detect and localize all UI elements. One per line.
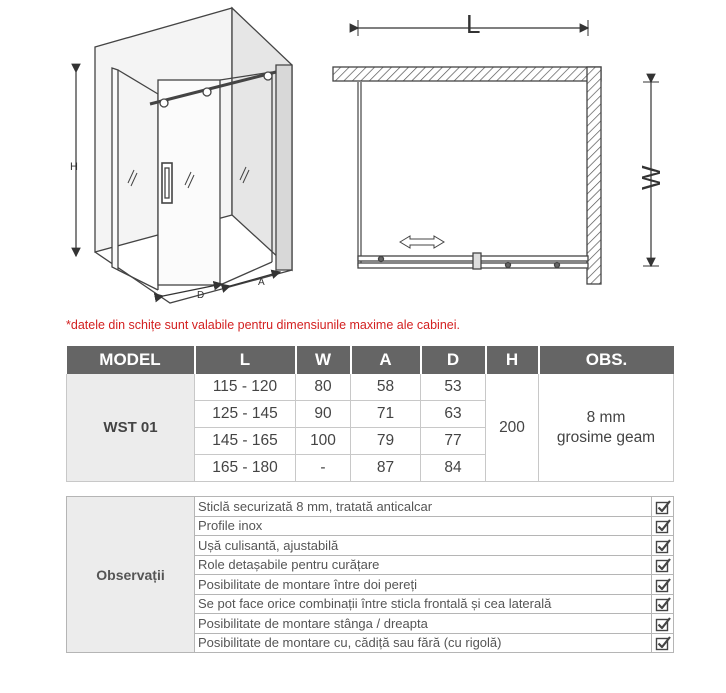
cell-l: 125 - 145: [195, 401, 296, 428]
check-mark-icon: [655, 518, 671, 534]
header-w: W: [296, 346, 351, 374]
cell-d: 77: [421, 428, 486, 455]
cell-d: 63: [421, 401, 486, 428]
observation-text: Se pot face orice combinații între sticla frontală și cea laterală: [195, 594, 652, 614]
checkbox-checked-icon: [652, 575, 674, 595]
obs-line-1: 8 mm: [586, 408, 626, 426]
checkbox-checked-icon: [652, 497, 674, 517]
observation-text: Posibilitate de montare între doi pereți: [195, 575, 652, 595]
observation-text: Profile inox: [195, 516, 652, 536]
checkbox-checked-icon: [652, 555, 674, 575]
check-mark-icon: [655, 577, 671, 593]
label-d: D: [197, 290, 205, 301]
check-mark-icon: [655, 596, 671, 612]
cell-d: 84: [421, 455, 486, 482]
header-l: L: [195, 346, 296, 374]
table-row: [67, 374, 674, 401]
cell-a: 71: [351, 401, 421, 428]
cell-l: 115 - 120: [195, 374, 296, 401]
check-mark-icon: [655, 538, 671, 554]
observation-text: Posibilitate de montare stânga / dreapta: [195, 614, 652, 634]
header-a: A: [351, 346, 421, 374]
observation-text: Ușă culisantă, ajustabilă: [195, 536, 652, 556]
cell-w: 100: [296, 428, 351, 455]
obs-cell: [539, 374, 674, 482]
obs-line-2: grosime geam: [556, 428, 656, 446]
observations-table: [66, 496, 674, 653]
label-w: W: [636, 165, 666, 190]
cell-a: 79: [351, 428, 421, 455]
checkbox-checked-icon: [652, 594, 674, 614]
header-obs: OBS.: [539, 346, 674, 374]
cell-d: 53: [421, 374, 486, 401]
header-d: D: [421, 346, 486, 374]
observation-text: Role detașabile pentru curățare: [195, 555, 652, 575]
plan-drawing: [333, 20, 659, 284]
checkbox-checked-icon: [652, 536, 674, 556]
dimensions-note: *datele din schițe sunt valabile pentru dimensiunile maxime ale cabinei.: [66, 318, 460, 332]
check-mark-icon: [655, 635, 671, 651]
cell-l: 145 - 165: [195, 428, 296, 455]
checkbox-checked-icon: [652, 633, 674, 653]
check-mark-icon: [655, 499, 671, 515]
observation-text: Posibilitate de montare cu, cădiță sau fără (cu rigolă): [195, 633, 652, 653]
label-a: A: [258, 277, 265, 288]
header-model: MODEL: [67, 346, 195, 374]
observation-text: Sticlă securizată 8 mm, tratată anticalcar: [195, 497, 652, 517]
technical-drawings: [0, 0, 726, 310]
cell-a: 87: [351, 455, 421, 482]
checkbox-checked-icon: [652, 516, 674, 536]
check-mark-icon: [655, 616, 671, 632]
cell-a: 58: [351, 374, 421, 401]
observations-label: Observații: [67, 497, 195, 653]
perspective-drawing: [76, 8, 292, 303]
cell-w: 80: [296, 374, 351, 401]
height-cell: 200: [486, 374, 539, 482]
cell-w: -: [296, 455, 351, 482]
model-cell: WST 01: [67, 374, 195, 482]
spec-header-row: [67, 346, 674, 374]
header-h: H: [486, 346, 539, 374]
label-l: L: [466, 9, 481, 39]
check-mark-icon: [655, 557, 671, 573]
spec-table: [66, 346, 674, 482]
checkbox-checked-icon: [652, 614, 674, 634]
list-item: [67, 497, 674, 517]
label-h: H: [70, 161, 78, 173]
cell-l: 165 - 180: [195, 455, 296, 482]
cell-w: 90: [296, 401, 351, 428]
